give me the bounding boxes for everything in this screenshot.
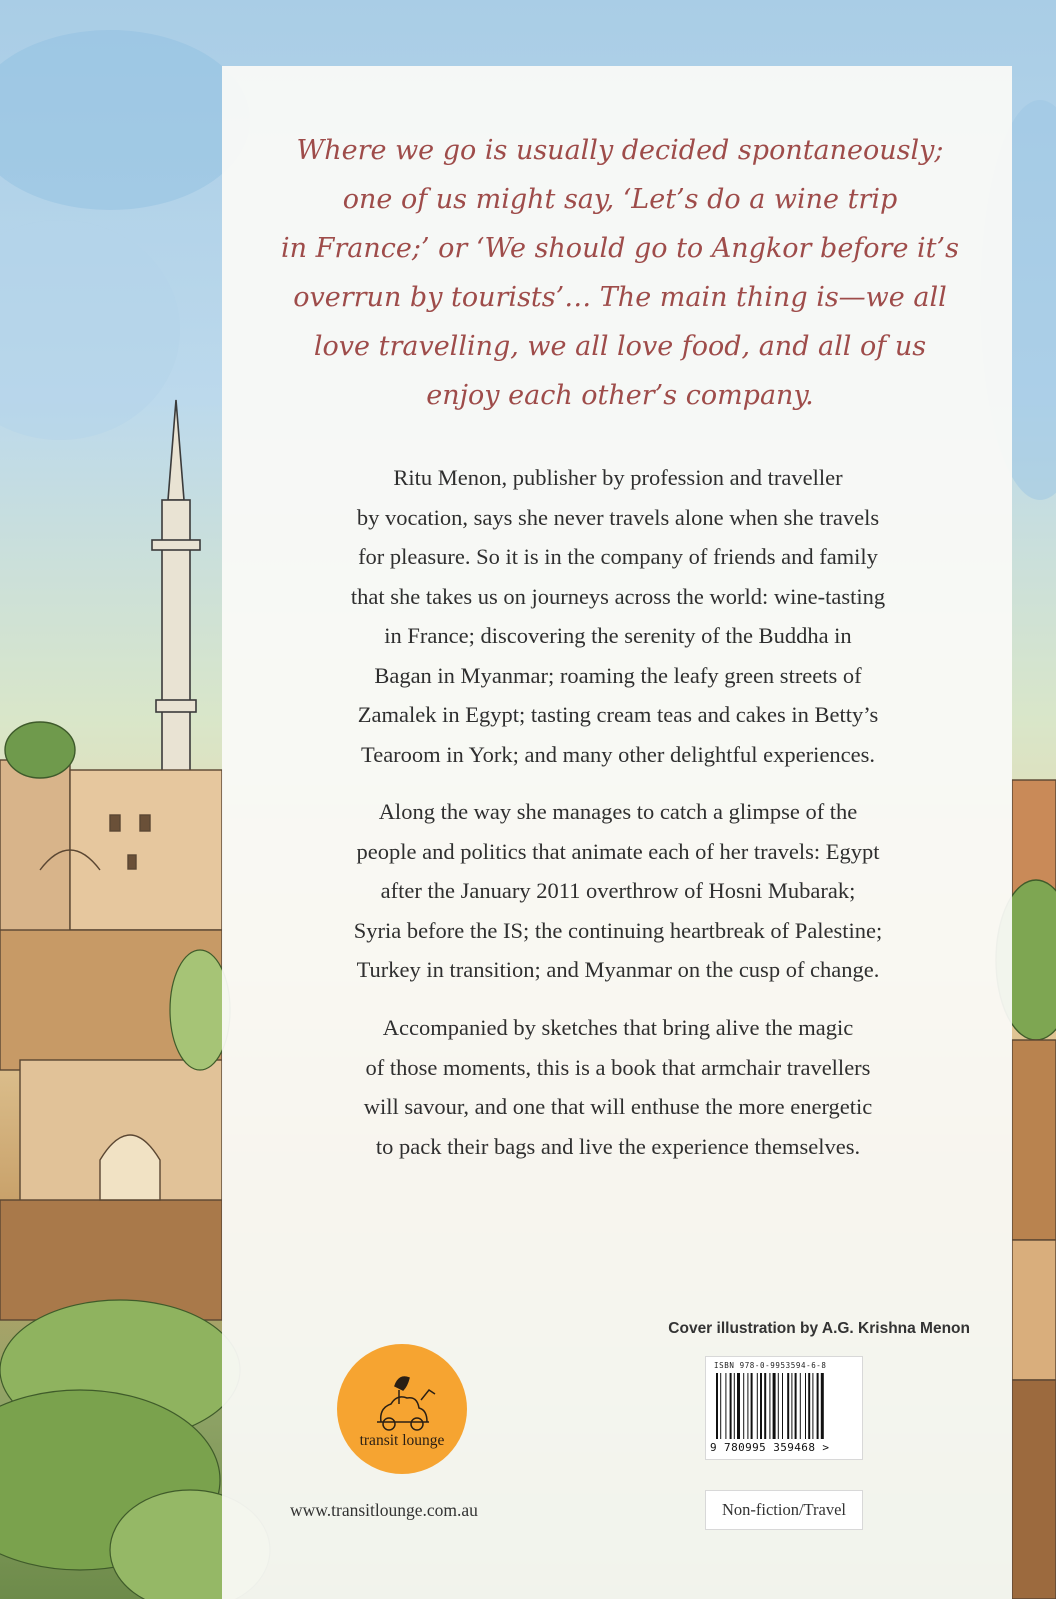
- rider-illustration-icon: [337, 1344, 467, 1474]
- barcode-bar: [737, 1373, 740, 1439]
- pull-quote: [270, 126, 970, 420]
- blurb-line: for pleasure. So it is in the company of friends and family: [358, 544, 878, 569]
- blurb-line: Turkey in transition; and Myanmar on the cusp of change.: [356, 957, 880, 982]
- blurb-line: Ritu Menon, publisher by profession and traveller: [393, 465, 843, 490]
- barcode-bar: [800, 1373, 801, 1439]
- barcode-bar: [725, 1373, 726, 1439]
- barcode-bar: [821, 1373, 824, 1439]
- blurb-line: people and politics that animate each of her travels: Egypt: [356, 838, 880, 864]
- blurb-line: Tearoom in York; and many other delightful experiences.: [361, 741, 875, 767]
- blurb-line: Bagan in Myanmar; roaming the leafy green streets of: [374, 662, 862, 688]
- barcode-bars: [714, 1373, 854, 1439]
- barcode-number: 9 780995 359468 >: [710, 1441, 830, 1454]
- blurb-line: that she takes us on journeys across the world: wine-tasting: [350, 583, 886, 609]
- blurb-line: will savour, and one that will enthuse the more energetic: [363, 1094, 873, 1119]
- category-label-box: [705, 1490, 863, 1530]
- barcode-bar: [716, 1373, 718, 1439]
- barcode-bar: [787, 1373, 789, 1439]
- barcode-bar: [757, 1373, 758, 1439]
- quote-line: in France;’ or ‘We should go to Angkor before it’s: [281, 233, 959, 264]
- blurb-line: in France; discovering the serenity of the Buddha in: [384, 623, 852, 648]
- blurb-line: after the January 2011 overthrow of Hosni Mubarak;: [380, 878, 856, 903]
- barcode-bar: [795, 1373, 797, 1439]
- barcode-bar: [769, 1373, 770, 1439]
- barcode-bar: [808, 1373, 810, 1439]
- blurb-paragraph-1: [262, 458, 974, 774]
- blurb-line: to pack their bags and live the experience themselves.: [375, 1133, 861, 1159]
- cover-illustration-credit: Cover illustration by A.G. Krishna Menon: [668, 1320, 970, 1337]
- quote-line: Where we go is usually decided spontaneously;: [296, 135, 944, 166]
- publisher-logo: [337, 1344, 467, 1474]
- barcode-bar: [773, 1373, 776, 1439]
- blurb-line: Along the way she manages to catch a glimpse of the: [378, 799, 858, 824]
- barcode-bar: [747, 1373, 748, 1439]
- blurb-line: Accompanied by sketches that bring alive the magic: [382, 1015, 854, 1040]
- blurb-line: of those moments, this is a book that armchair travellers: [365, 1054, 871, 1080]
- isbn-barcode: [705, 1356, 863, 1460]
- barcode-bar: [817, 1373, 819, 1439]
- quote-line: one of us might say, ‘Let’s do a wine trip: [342, 184, 898, 215]
- quote-line: overrun by tourists’… The main thing is—we all: [293, 282, 947, 313]
- quote-line: love travelling, we all love food, and all of us: [313, 331, 927, 362]
- barcode-bar: [720, 1373, 721, 1439]
- blurb-line: by vocation, says she never travels alone when she travels: [356, 504, 880, 530]
- barcode-bar: [751, 1373, 753, 1439]
- barcode-bar: [782, 1373, 783, 1439]
- barcode-bar: [812, 1373, 813, 1439]
- publisher-website: www.transitlounge.com.au: [290, 1500, 478, 1520]
- barcode-bar: [778, 1373, 779, 1439]
- publisher-name: transit lounge: [359, 1432, 445, 1449]
- blurb-paragraph-3: [262, 1008, 974, 1166]
- minaret-sketch: [152, 400, 200, 780]
- quote-line: enjoy each other’s company.: [426, 380, 814, 411]
- blurb-line: Syria before the IS; the continuing heartbreak of Palestine;: [353, 917, 883, 943]
- blurb-paragraph-2: [262, 792, 974, 990]
- barcode-bar: [764, 1373, 766, 1439]
- barcode-bar: [805, 1373, 806, 1439]
- barcode-bar: [791, 1373, 792, 1439]
- barcode-bar: [743, 1373, 744, 1439]
- barcode-bar: [760, 1373, 762, 1439]
- blurb-line: Zamalek in Egypt; tasting cream teas and cakes in Betty’s: [357, 702, 879, 727]
- isbn-label: ISBN 978-0-9953594-6-8: [714, 1361, 827, 1370]
- barcode-bar: [734, 1373, 735, 1439]
- barcode-bar: [730, 1373, 732, 1439]
- book-category: Non-fiction/Travel: [721, 1500, 847, 1519]
